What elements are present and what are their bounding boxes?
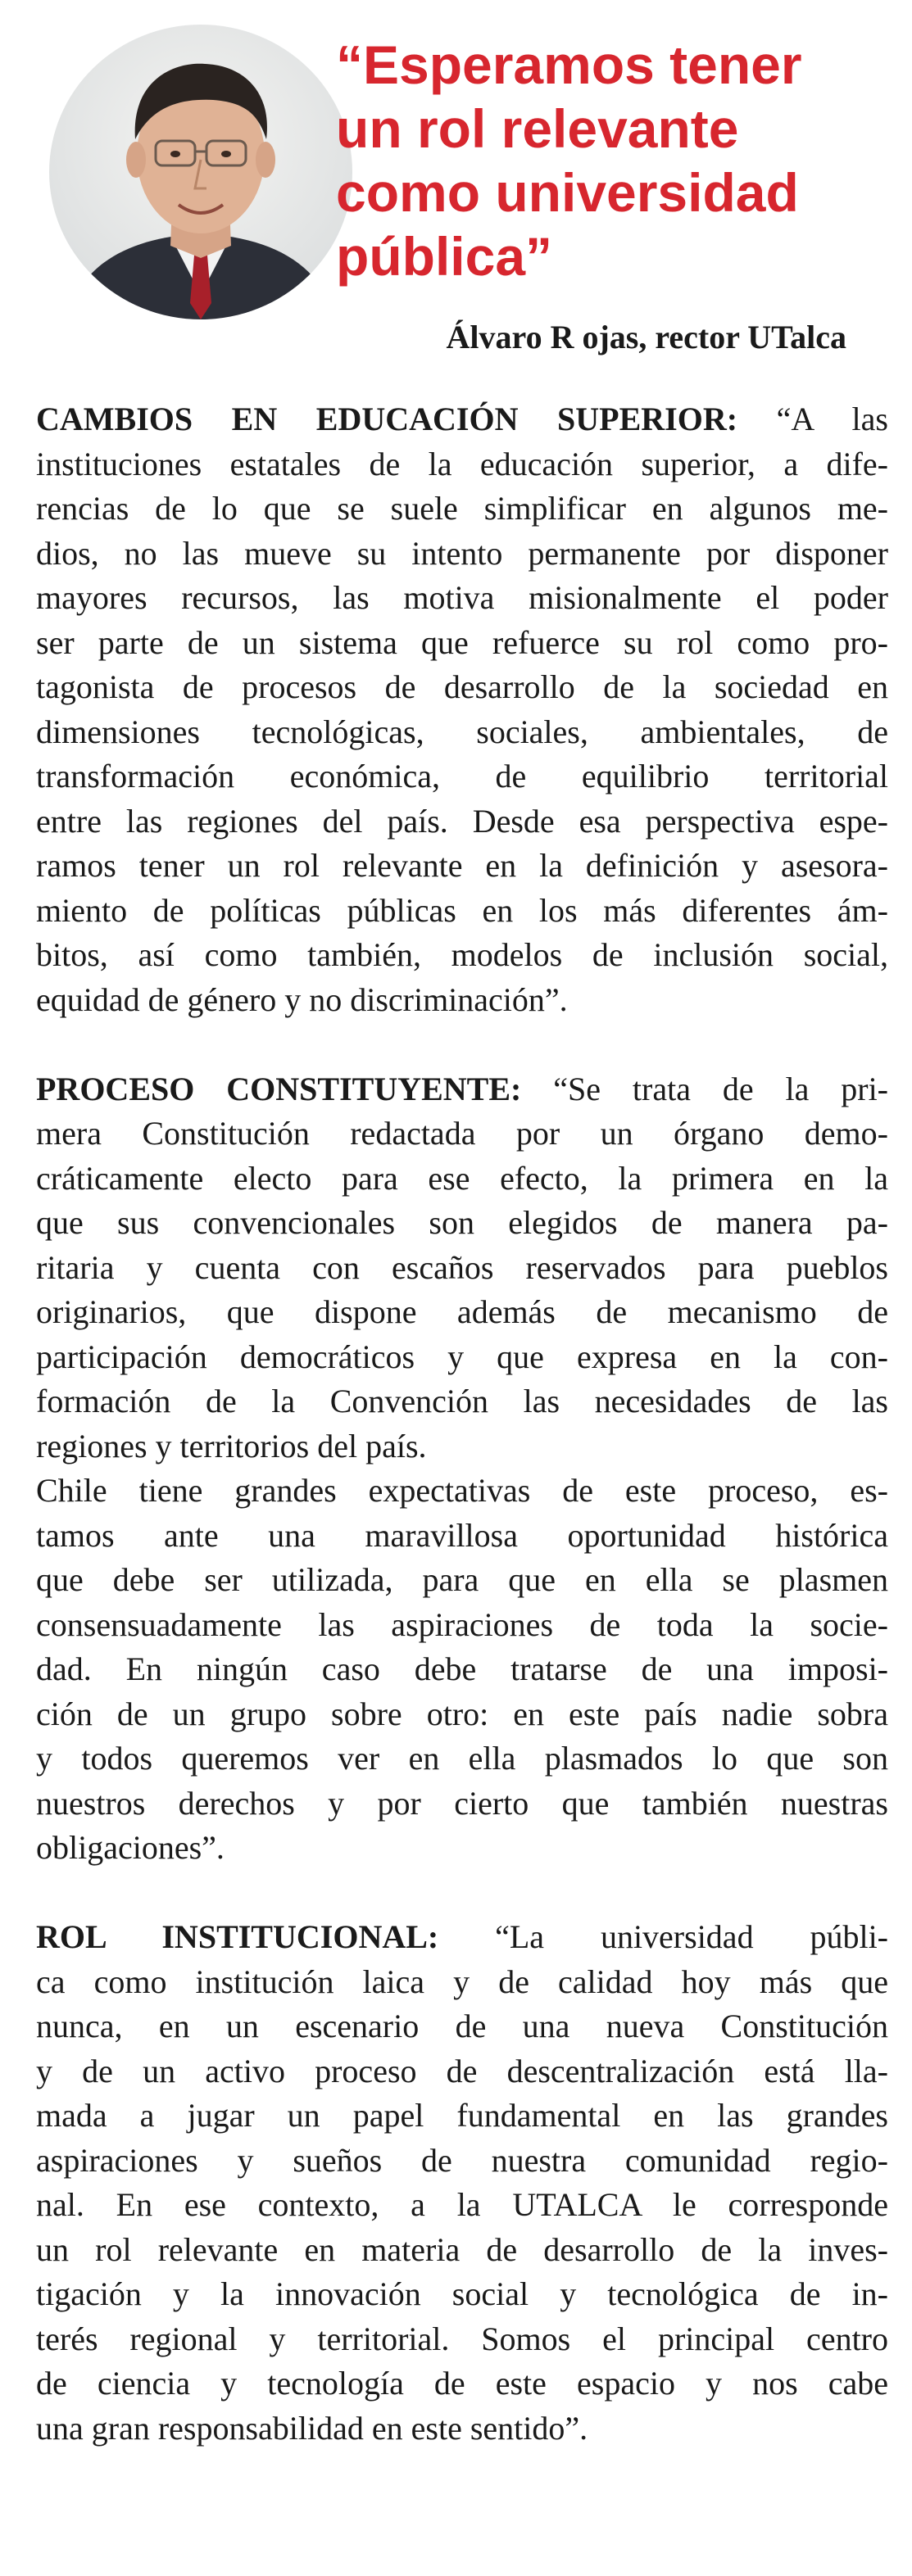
text-line: participación democráticos y que expresa en la con- bbox=[36, 1338, 888, 1375]
text-line: terés regional y territorial. Somos el principal centro bbox=[36, 2320, 888, 2357]
text-line: regiones y territorios del país. bbox=[36, 1427, 427, 1465]
text-line: PROCESO CONSTITUYENTE: “Se trata de la pri- bbox=[36, 1070, 889, 1107]
section-constituent-process bbox=[36, 1067, 888, 1469]
headline-line: como universidad bbox=[336, 162, 799, 223]
text-line: una gran responsabilidad en este sentido”. bbox=[36, 2409, 588, 2447]
byline: Álvaro R ojas, rector UTalca bbox=[446, 319, 846, 355]
text-line: ROL INSTITUCIONAL: “La universidad públi- bbox=[36, 1918, 888, 1955]
portrait-image bbox=[49, 25, 352, 319]
text-line: tigación y la innovación social y tecnológica de in- bbox=[36, 2275, 888, 2312]
text-line: mada a jugar un papel fundamental en las grandes bbox=[36, 2097, 888, 2134]
section-label: ROL INSTITUCIONAL: bbox=[36, 1918, 439, 1955]
text-line: nunca, en un escenario de una nueva Constitución bbox=[36, 2008, 888, 2044]
text-line: bitos, así como también, modelos de inclusión social, bbox=[36, 936, 888, 973]
text-line: y de un activo proceso de descentralización está lla- bbox=[36, 2052, 888, 2089]
text-line: equidad de género y no discriminación”. bbox=[36, 980, 568, 1018]
text-line: nal. En ese contexto, a la UTALCA le corresponde bbox=[36, 2186, 888, 2223]
text-line: mayores recursos, las motiva misionalmente el poder bbox=[36, 579, 888, 616]
text-line: y todos queremos ver en ella plasmados lo que son bbox=[36, 1740, 888, 1777]
headline-line: pública” bbox=[336, 226, 553, 287]
text-line: dios, no las mueve su intento permanente por disponer bbox=[36, 534, 888, 572]
article-body bbox=[36, 397, 888, 2451]
text-line: obligaciones”. bbox=[36, 1829, 225, 1866]
text-line: nuestros derechos y por cierto que también nuestras bbox=[36, 1784, 888, 1822]
text-line: que sus convencionales son elegidos de manera pa- bbox=[36, 1204, 888, 1241]
text-line: Chile tiene grandes expectativas de este proceso, es- bbox=[36, 1472, 888, 1509]
text-line: ser parte de un sistema que refuerce su rol como pro- bbox=[36, 623, 888, 661]
text-line: que debe ser utilizada, para que en ella se plasmen bbox=[36, 1561, 888, 1598]
text-line: miento de políticas públicas en los más diferentes ám- bbox=[36, 891, 888, 929]
text-line: formación de la Convención las necesidades de las bbox=[36, 1383, 888, 1419]
portrait-photo bbox=[49, 25, 352, 319]
text-line: aspiraciones y sueños de nuestra comunidad regio- bbox=[36, 2141, 888, 2179]
text-line: originarios, que dispone además de mecanismo de bbox=[36, 1293, 888, 1330]
text-line: CAMBIOS EN EDUCACIÓN SUPERIOR: “A las bbox=[36, 401, 888, 437]
text-line: ción de un grupo sobre otro: en este país nadie sobra bbox=[36, 1695, 888, 1732]
text-line: cráticamente electo para ese efecto, la primera en la bbox=[36, 1159, 888, 1197]
text-line: tagonista de procesos de desarrollo de la sociedad en bbox=[36, 668, 888, 705]
headline-line: un rol relevante bbox=[336, 98, 739, 159]
section-education bbox=[36, 397, 888, 1022]
text-line: instituciones estatales de la educación superior, a dife- bbox=[36, 445, 888, 482]
section-constituent-continuation bbox=[36, 1469, 888, 1871]
text-line: un rol relevante en materia de desarrollo de la inves- bbox=[36, 2230, 888, 2268]
section-label: CAMBIOS EN EDUCACIÓN SUPERIOR: bbox=[36, 401, 738, 437]
text-line: ritaria y cuenta con escaños reservados para pueblos bbox=[36, 1248, 888, 1286]
headline bbox=[336, 33, 893, 288]
text-line: dad. En ningún caso debe tratarse de una imposi- bbox=[36, 1650, 888, 1687]
text-line: ca como institución laica y de calidad hoy más que bbox=[36, 1963, 888, 2000]
text-line: tamos ante una maravillosa oportunidad histórica bbox=[36, 1516, 888, 1554]
text-line: de ciencia y tecnología de este espacio y nos cabe bbox=[36, 2365, 888, 2402]
section-institutional-role bbox=[36, 1915, 888, 2451]
section-label: PROCESO CONSTITUYENTE: bbox=[36, 1070, 522, 1107]
text-line: rencias de lo que se suele simplificar en algunos me- bbox=[36, 490, 888, 527]
text-line: consensuadamente las aspiraciones de toda la socie- bbox=[36, 1605, 888, 1643]
text-line: dimensiones tecnológicas, sociales, ambientales, de bbox=[36, 713, 888, 750]
text-line: ramos tener un rol relevante en la definición y asesora- bbox=[36, 847, 888, 884]
text-line: mera Constitución redactada por un órgano demo- bbox=[36, 1115, 888, 1152]
text-line: entre las regiones del país. Desde esa perspectiva espe- bbox=[36, 802, 888, 840]
headline-line: “Esperamos tener bbox=[336, 34, 802, 95]
text-line: transformación económica, de equilibrio territorial bbox=[36, 758, 888, 795]
